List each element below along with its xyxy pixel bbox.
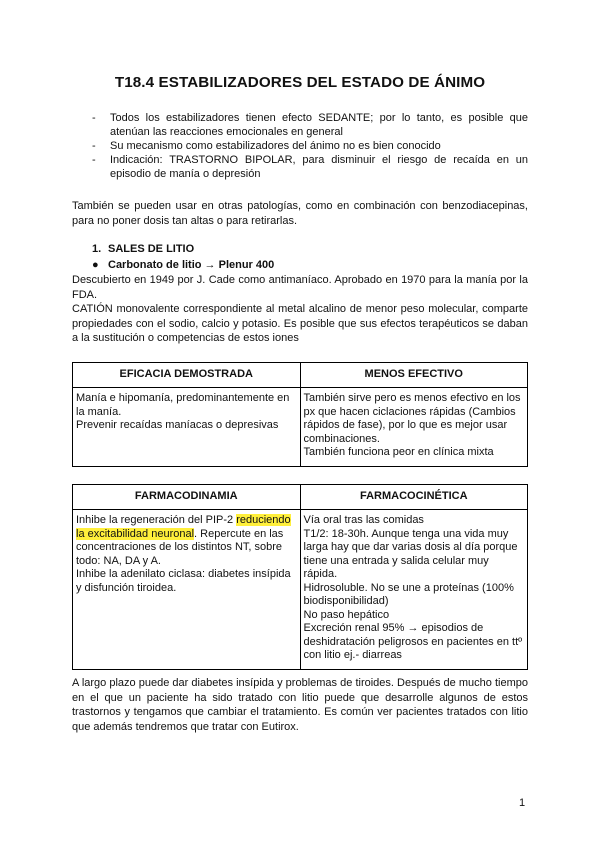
table-cell-line: T1/2: 18-30h. Aunque tenga una vida muy larga hay que dar varias dosis al día porque tiene una entrada y salida celular muy rápida. xyxy=(303,527,518,580)
table-cell-line: No paso hepático xyxy=(303,608,390,621)
text-run: . Repercute en las concentraciones de los distintos NT, sobre todo: NA, DA y A. xyxy=(76,527,284,567)
list-item: - Indicación: TRASTORNO BIPOLAR, para disminuir el riesgo de recaída en un episodio de manía o depresión xyxy=(92,153,528,181)
table-cell-line xyxy=(76,514,297,568)
table-cell-line: También sirve pero es menos efectivo en los px que hacen ciclaciones rápidas (Cambios rápidos de fase), por lo que es mejor usar combinaciones. xyxy=(303,392,521,445)
section-number: 1. xyxy=(92,243,102,255)
lithium-cation-paragraph: CATIÓN monovalente correspondiente al metal alcalino de menor peso molecular, comparte propiedades con el sodio, calcio y potasio. Es posible que sus efectos terapéuticos se daban a la sustitución o competencias de estos iones xyxy=(72,303,528,344)
table-cell-line: Vía oral tras las comidas xyxy=(303,514,424,526)
pharmacokinetics-cell xyxy=(300,510,528,670)
table-cell-line: Hidrosoluble. No se une a proteínas (100% biodisponibilidad) xyxy=(303,581,514,607)
lithium-history-paragraph: Descubierto en 1949 por J. Cade como antimaníaco. Aprobado en 1970 para la manía por la FDA. xyxy=(72,274,528,301)
efficacy-table xyxy=(72,362,528,467)
table-header-pharmacokinetics: FARMACOCINÉTICA xyxy=(300,485,528,510)
section-heading xyxy=(92,243,194,255)
text-run: Inhibe la regeneración del PIP-2 xyxy=(76,514,237,526)
table-header-efficacy: EFICACIA DEMOSTRADA xyxy=(73,363,301,388)
table-cell-line: Manía e hipomanía, predominantemente en la manía. xyxy=(76,392,290,418)
page-title: T18.4 ESTABILIZADORES DEL ESTADO DE ÁNIMO xyxy=(114,74,486,91)
list-item: - Su mecanismo como estabilizadores del ánimo no es bien conocido xyxy=(92,139,528,153)
table-cell-line: Excreción renal 95% → episodios de deshidratación peligrosos en pacientes en ttº con litio ej.- diarreas xyxy=(303,622,523,661)
pharmacology-table xyxy=(72,484,528,670)
section-heading-text: SALES DE LITIO xyxy=(108,243,195,255)
subsection-heading-text: Carbonato de litio → Plenur 400 xyxy=(108,259,275,271)
list-item: - Todos los estabilizadores tienen efecto SEDANTE; por lo tanto, es posible que atenúan las reacciones emocionales en general xyxy=(92,111,528,139)
intro-bullet-list xyxy=(92,111,528,181)
table-cell-line: También funciona peor en clínica mixta xyxy=(303,446,494,458)
efficacy-cell xyxy=(73,388,301,467)
subsection-heading xyxy=(92,259,274,271)
page-number: 1 xyxy=(519,797,526,809)
closing-paragraph: A largo plazo puede dar diabetes insípida y problemas de tiroides. Después de mucho tiempo en el que un paciente ha sido tratado con litio puede que desarrolle algunos de estos trastornos y tengamos que cambiar el tratamiento. Es común ver pacientes tratados con litio que además tendremos que tratar con Eutirox. xyxy=(72,677,528,733)
table-cell-line: Inhibe la adenilato ciclasa: diabetes insípida y disfunción tiroidea. xyxy=(76,568,291,594)
less-effective-cell xyxy=(300,388,528,467)
table-header-pharmacodynamics: FARMACODINAMIA xyxy=(73,485,301,510)
bullet-dot-icon: ● xyxy=(92,259,99,271)
intro-paragraph: También se pueden usar en otras patologías, como en combinación con benzodiacepinas, para no poner dosis tan altas o para retirarlas. xyxy=(72,200,528,227)
pharmacodynamics-cell xyxy=(73,510,301,670)
table-cell-line: Prevenir recaídas maníacas o depresivas xyxy=(76,419,279,431)
table-header-less-effective: MENOS EFECTIVO xyxy=(300,363,528,388)
highlighted-text: reduciendo la excitabilidad neuronal xyxy=(76,514,291,540)
